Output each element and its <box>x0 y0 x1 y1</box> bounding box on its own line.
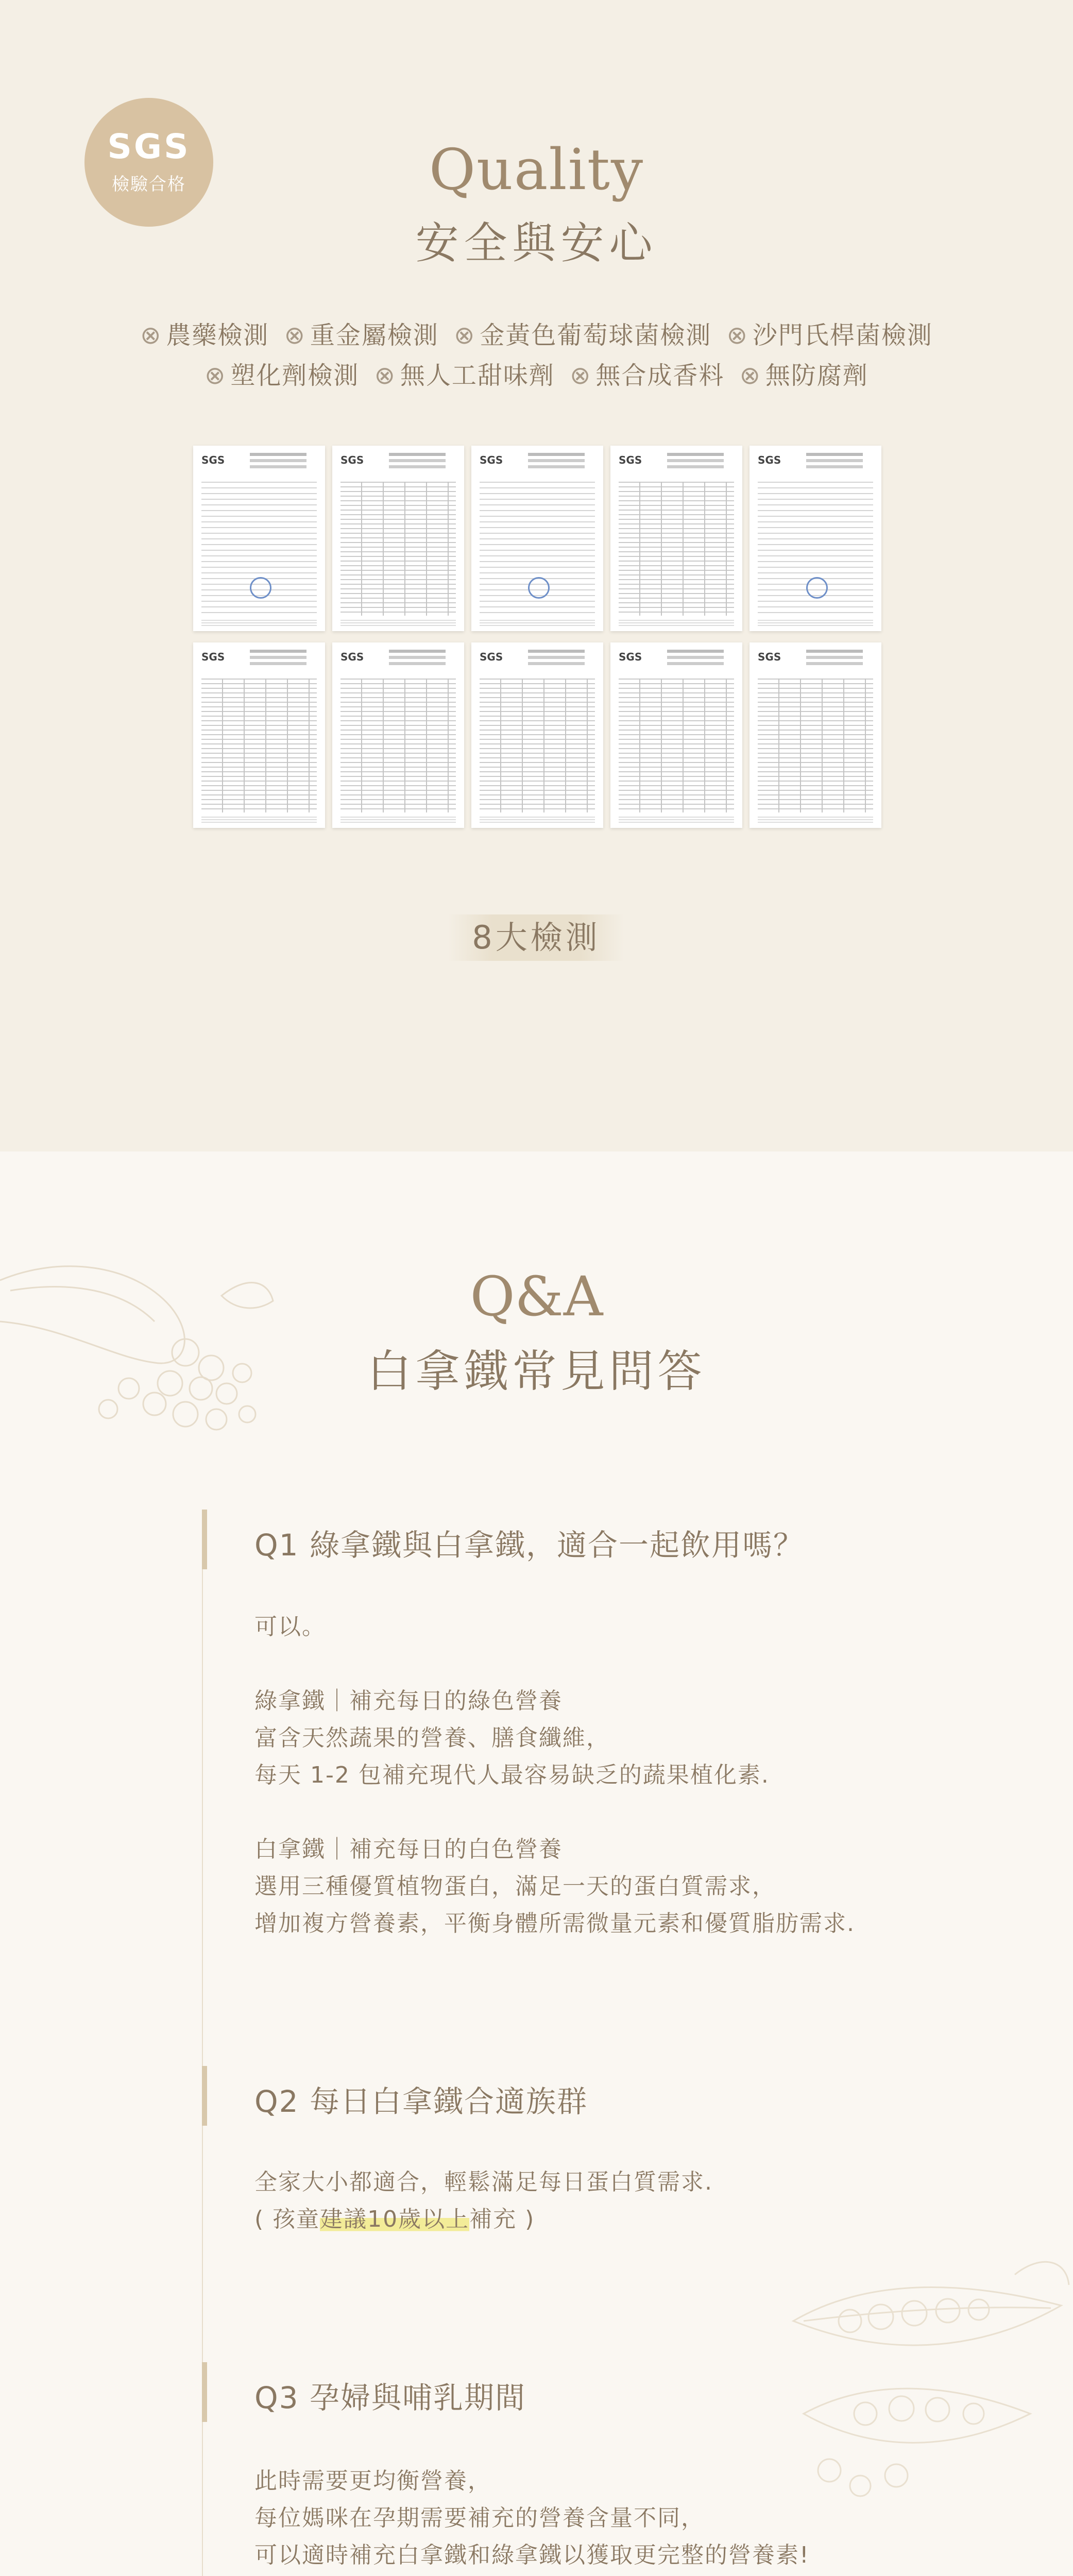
faq-answer-3 <box>254 2463 810 2576</box>
test-item: ⊗ 沙門氏桿菌檢測 <box>726 321 933 350</box>
question-heading: Q1 綠拿鐵與白拿鐵，適合一起飲用嗎？ <box>254 1528 804 1563</box>
faq-answer-1 <box>254 1608 855 1942</box>
qa-title: Q&A <box>470 1265 603 1328</box>
answer-line: 可以。 <box>254 1614 326 1640</box>
circle-x-icon: ⊗ <box>454 321 476 350</box>
test-item: ⊗ 農藥檢測 <box>140 321 269 350</box>
circle-x-icon: ⊗ <box>726 321 748 350</box>
certificate-image <box>471 642 603 828</box>
quality-section <box>0 0 1073 1151</box>
certificate-image <box>750 446 881 631</box>
sgs-badge-label: 檢驗合格 <box>112 174 186 195</box>
question-accent-bar <box>202 1510 207 1569</box>
certificate-image <box>332 446 464 631</box>
certificate-logo: SGS <box>201 651 225 663</box>
certificate-logo: SGS <box>758 454 781 466</box>
answer-line: 此時需要更均衡營養， <box>254 2468 491 2494</box>
circle-x-icon: ⊗ <box>140 321 162 350</box>
answer-line: 增加複方營養素，平衡身體所需微量元素和優質脂肪需求. <box>254 1910 855 1937</box>
answer-line: 綠拿鐵｜補充每日的綠色營養 <box>254 1688 563 1714</box>
certificate-image <box>610 446 742 631</box>
pea-pod-sketch-icon <box>773 2244 1073 2512</box>
certificate-logo: SGS <box>758 651 781 663</box>
stamp-icon <box>806 577 828 599</box>
answer-line: 可以適時補充白拿鐵和綠拿鐵以獲取更完整的營養素! <box>254 2542 810 2568</box>
answer-line: 全家大小都適合，輕鬆滿足每日蛋白質需求. <box>254 2169 713 2195</box>
test-item: ⊗ 無人工甜味劑 <box>374 361 555 390</box>
certificate-logo: SGS <box>619 651 642 663</box>
certificate-grid <box>193 446 881 828</box>
certificate-image <box>610 642 742 828</box>
certificate-logo: SGS <box>340 651 364 663</box>
test-item: ⊗ 重金屬檢測 <box>284 321 439 350</box>
tests-row-1 <box>0 315 1073 351</box>
answer-line: 富含天然蔬果的營養、膳食纖維， <box>254 1725 610 1751</box>
test-item: ⊗ 塑化劑檢測 <box>205 361 360 390</box>
certificate-image <box>471 446 603 631</box>
question-accent-bar <box>202 2362 207 2422</box>
sgs-badge-logo: SGS <box>107 126 191 166</box>
question-heading: Q2 每日白拿鐵合適族群 <box>254 2084 588 2119</box>
quality-subtitle: 安全與安心 <box>415 218 658 268</box>
certificate-image <box>193 446 325 631</box>
stamp-icon <box>528 577 550 599</box>
circle-x-icon: ⊗ <box>374 361 396 390</box>
circle-x-icon: ⊗ <box>739 361 761 390</box>
quality-title: Quality <box>429 137 644 202</box>
certificate-logo: SGS <box>619 454 642 466</box>
tests-row-2 <box>0 355 1073 391</box>
circle-x-icon: ⊗ <box>570 361 592 390</box>
tests-summary-label: 8大檢測 <box>448 914 624 961</box>
faq-answer-2 <box>254 2164 713 2238</box>
answer-line: 每天 1-2 包補充現代人最容易缺乏的蔬果植化素. <box>254 1762 770 1788</box>
answer-line: 選用三種優質植物蛋白，滿足一天的蛋白質需求， <box>254 1873 776 1900</box>
qa-section <box>0 1151 1073 2576</box>
test-item: ⊗ 金黃色葡萄球菌檢測 <box>454 321 712 350</box>
certificate-logo: SGS <box>480 454 503 466</box>
test-item: ⊗ 無防腐劑 <box>739 361 868 390</box>
certificate-image <box>193 642 325 828</box>
certificate-logo: SGS <box>201 454 225 466</box>
test-item: ⊗ 無合成香料 <box>570 361 725 390</box>
question-heading: Q3 孕婦與哺乳期間 <box>254 2380 526 2415</box>
answer-line: 每位媽咪在孕期需要補充的營養含量不同， <box>254 2505 705 2531</box>
highlighted-age-note: 建議10歲以上 <box>320 2206 470 2232</box>
certificate-image <box>750 642 881 828</box>
stamp-icon <box>250 577 271 599</box>
qa-subtitle: 白拿鐵常見問答 <box>367 1346 706 1397</box>
answer-line <box>254 1646 855 1683</box>
answer-line <box>254 1794 855 1831</box>
certificate-image <box>332 642 464 828</box>
answer-line: 白拿鐵｜補充每日的白色營養 <box>254 1836 563 1862</box>
circle-x-icon: ⊗ <box>284 321 306 350</box>
answer-line: ( 孩童建議10歲以上補充 ) <box>254 2206 535 2232</box>
answer-line <box>254 2574 810 2576</box>
question-accent-bar <box>202 2066 207 2126</box>
certificate-logo: SGS <box>480 651 503 663</box>
circle-x-icon: ⊗ <box>205 361 227 390</box>
certificate-logo: SGS <box>340 454 364 466</box>
